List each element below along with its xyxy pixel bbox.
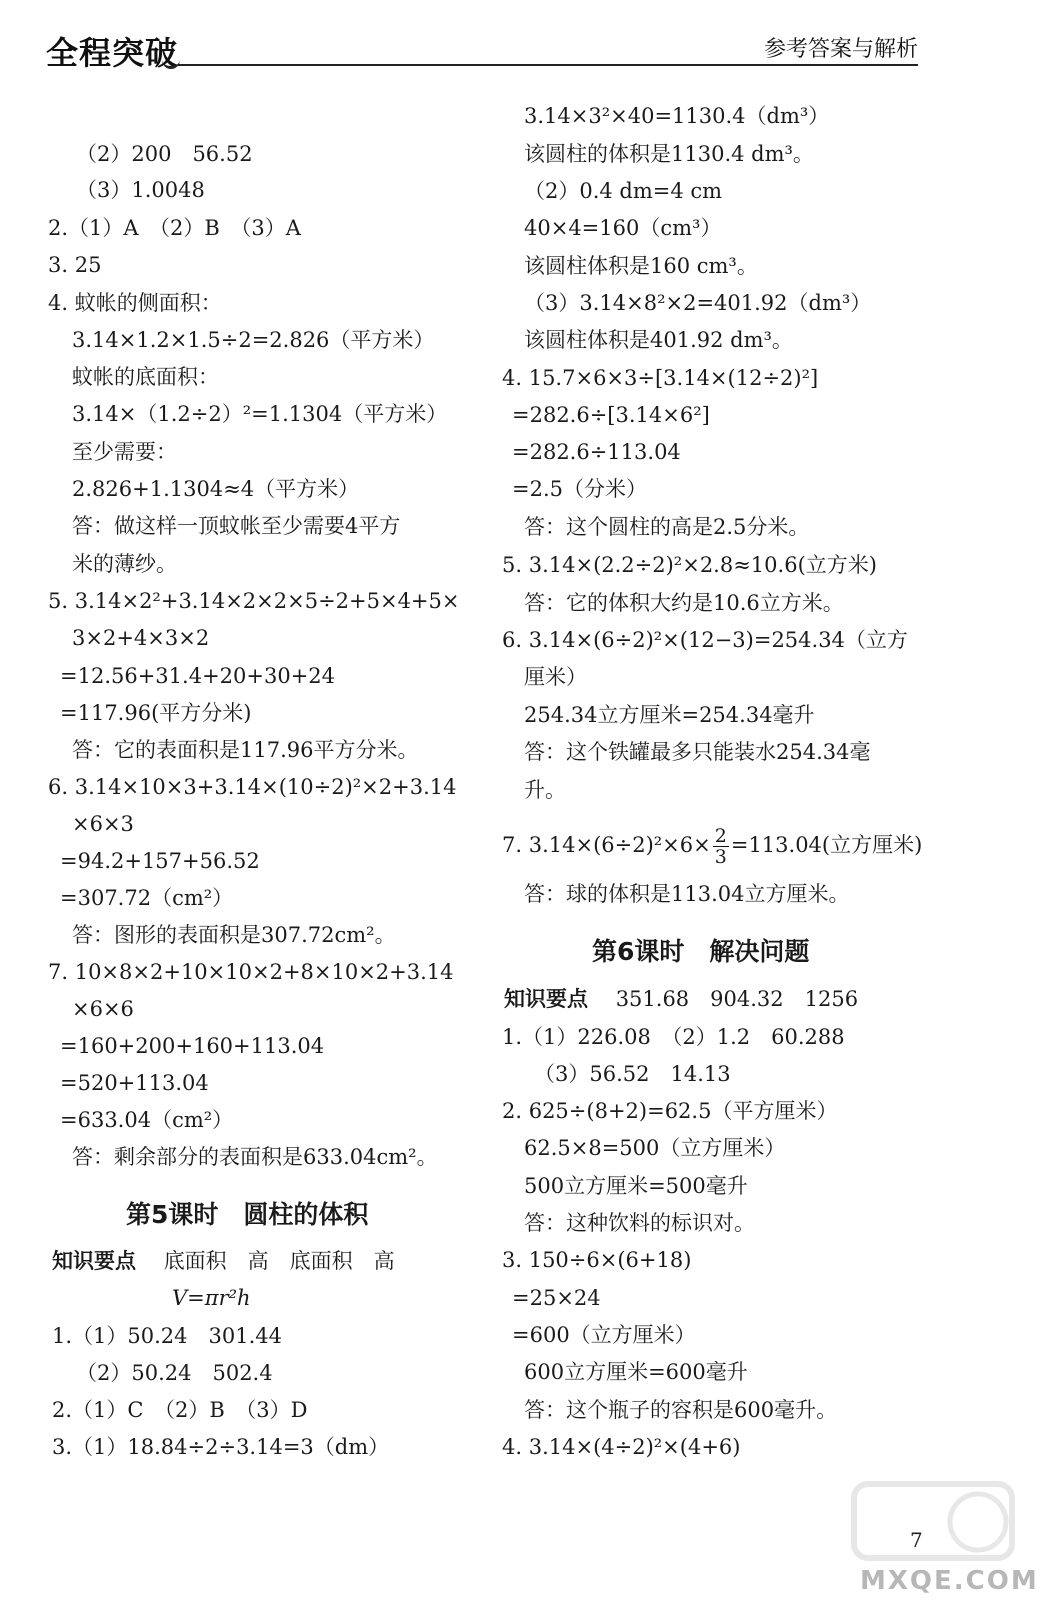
answer-line: =25×24 xyxy=(512,1286,601,1310)
answer-line: 该圆柱体积是160 cm³。 xyxy=(524,254,758,278)
answer-line: 5. 3.14×2²+3.14×2×2×5÷2+5×4+5× xyxy=(48,589,460,613)
answer-line: 3. 25 xyxy=(48,253,102,277)
kp-label: 知识要点 xyxy=(52,1249,136,1273)
knowledge-points xyxy=(52,1247,395,1275)
answer-line: 600立方厘米=600毫升 xyxy=(524,1360,748,1384)
answer-line: =94.2+157+56.52 xyxy=(60,849,260,873)
answer-line: 答：这个瓶子的容积是600毫升。 xyxy=(524,1398,838,1422)
answer-line: 2. 625÷(8+2)=62.5（平方厘米） xyxy=(502,1099,838,1123)
answer-line: 2.826+1.1304≈4（平方米） xyxy=(72,477,360,501)
kp-label: 知识要点 xyxy=(504,987,588,1011)
answer-line: 62.5×8=500（立方厘米） xyxy=(524,1136,786,1160)
answer-line: （2）200 56.52 xyxy=(76,142,253,166)
answer-line: 4. 蚊帐的侧面积： xyxy=(48,291,222,315)
answer-line: 4. 15.7×6×3÷[3.14×(12÷2)²] xyxy=(502,366,819,390)
answer-line: 6. 3.14×(6÷2)²×(12−3)=254.34（立方 xyxy=(502,628,908,652)
page-number: 7 xyxy=(910,1528,923,1552)
answer-line: 该圆柱体积是401.92 dm³。 xyxy=(524,328,793,352)
answer-line: 厘米） xyxy=(524,665,587,689)
answer-line: =12.56+31.4+20+30+24 xyxy=(60,664,336,688)
q7-suffix: =113.04(立方厘米) xyxy=(730,833,923,857)
answer-line: 至少需要： xyxy=(72,440,177,464)
answer-line: 米的薄纱。 xyxy=(72,552,177,576)
answer-line: 3.（1）18.84÷2÷3.14=3（dm） xyxy=(52,1435,390,1459)
answer-line: 答：做这样一顶蚊帐至少需要4平方 xyxy=(72,514,401,538)
answer-line: 3. 150÷6×(6+18) xyxy=(502,1248,692,1272)
answer-line: （3）56.52 14.13 xyxy=(534,1062,731,1086)
answer-line: =520+113.04 xyxy=(60,1071,209,1095)
volume-formula: V=πr²h xyxy=(172,1286,251,1310)
answer-line: =117.96(平方分米) xyxy=(60,701,252,725)
kp-text: 底面积 高 底面积 高 xyxy=(163,1249,395,1273)
answer-line: （2）0.4 dm=4 cm xyxy=(524,179,723,203)
answer-line: 该圆柱的体积是1130.4 dm³。 xyxy=(524,142,814,166)
answer-line: 5. 3.14×(2.2÷2)²×2.8≈10.6(立方米) xyxy=(502,553,877,577)
answer-line: =633.04（cm²） xyxy=(60,1108,234,1132)
answer-line: 40×4=160（cm³） xyxy=(524,216,722,240)
answer-line: 答：它的体积大约是10.6立方米。 xyxy=(524,591,844,615)
watermark-text: MXQE.COM xyxy=(860,1566,1039,1596)
answer-line-fraction xyxy=(502,826,922,867)
answer-line: 答：这种饮料的标识对。 xyxy=(524,1211,755,1235)
header-rule xyxy=(178,64,918,66)
knowledge-points xyxy=(504,985,858,1013)
answer-line: 4. 3.14×(4÷2)²×(4+6) xyxy=(502,1435,741,1459)
answer-line: （3）1.0048 xyxy=(76,178,205,202)
page-header xyxy=(0,0,1046,80)
answer-line: 答：这个圆柱的高是2.5分米。 xyxy=(524,515,810,539)
fraction xyxy=(713,826,729,867)
answer-line: ×6×6 xyxy=(72,997,134,1021)
answer-line: ×6×3 xyxy=(72,812,134,836)
answer-line: 2.（1）C （2）B （3）D xyxy=(52,1398,308,1422)
lesson5-title: 第5课时 圆柱的体积 xyxy=(126,1200,369,1229)
answer-line: 3×2+4×3×2 xyxy=(72,626,210,650)
answer-line: 升。 xyxy=(524,778,566,802)
answer-line: 6. 3.14×10×3+3.14×(10÷2)²×2+3.14 xyxy=(48,775,457,799)
answer-line: =282.6÷113.04 xyxy=(512,440,681,464)
fraction-numerator: 2 xyxy=(714,825,727,847)
answer-line: 1.（1）226.08 （2）1.2 60.288 xyxy=(502,1025,845,1049)
answer-line: 254.34立方厘米=254.34毫升 xyxy=(524,703,815,727)
answer-line: 3.14×3²×40=1130.4（dm³） xyxy=(524,104,830,128)
q7-prefix: 7. 3.14×(6÷2)²×6× xyxy=(502,833,711,857)
lesson6-title: 第6课时 解决问题 xyxy=(592,937,810,966)
answer-line: 答：球的体积是113.04立方厘米。 xyxy=(524,882,850,906)
answer-line: 答：剩余部分的表面积是633.04cm²。 xyxy=(72,1145,438,1169)
answer-line: 蚊帐的底面积： xyxy=(72,365,219,389)
answer-line: 3.14×1.2×1.5÷2=2.826（平方米） xyxy=(72,328,435,352)
answer-line: =160+200+160+113.04 xyxy=(60,1034,325,1058)
answer-line: 2.（1）A （2）B （3）A xyxy=(48,216,301,240)
answer-line: =600（立方厘米） xyxy=(512,1323,696,1347)
answer-line: 答：它的表面积是117.96平方分米。 xyxy=(72,738,419,762)
answer-line: （2）50.24 502.4 xyxy=(76,1361,273,1385)
answer-line: 答：图形的表面积是307.72cm²。 xyxy=(72,923,396,947)
answer-line: 7. 10×8×2+10×10×2+8×10×2+3.14 xyxy=(48,960,454,984)
answer-line: 500立方厘米=500毫升 xyxy=(524,1174,748,1198)
answer-line: 答：这个铁罐最多只能装水254.34毫 xyxy=(524,740,871,764)
answer-line: =307.72（cm²） xyxy=(60,886,234,910)
answer-line: 1.（1）50.24 301.44 xyxy=(52,1324,282,1348)
kp-text: 351.68 904.32 1256 xyxy=(615,987,859,1011)
answer-line: （3）3.14×8²×2=401.92（dm³） xyxy=(524,291,872,315)
answer-line: 3.14×（1.2÷2）²=1.1304（平方米） xyxy=(72,402,448,426)
fraction-denominator: 3 xyxy=(714,846,727,868)
answer-line: =282.6÷[3.14×6²] xyxy=(512,403,710,427)
answer-line: =2.5（分米） xyxy=(512,477,647,501)
section-title: 参考答案与解析 xyxy=(763,37,918,62)
brand-title: 全程突破 xyxy=(46,34,179,72)
